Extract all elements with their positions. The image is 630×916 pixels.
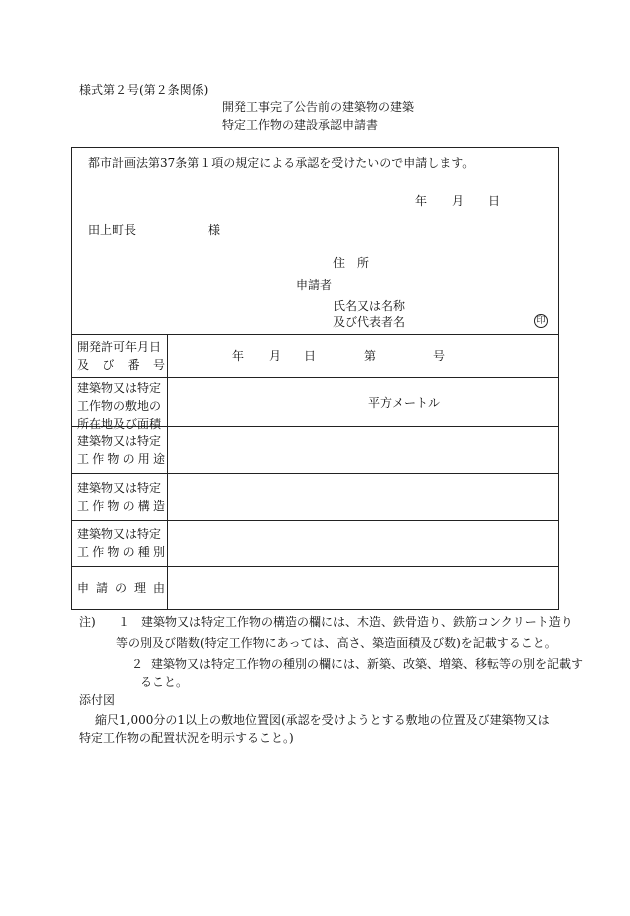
label-char: 物 (107, 452, 120, 466)
label-char: 理 (133, 581, 146, 595)
label-char: 物 (107, 499, 120, 513)
date-day-label: 日 (488, 194, 501, 208)
label-char: 由 (152, 581, 165, 595)
label-char: 工 (77, 499, 90, 513)
note2-number: ２ (131, 657, 144, 671)
label-char: の (114, 581, 127, 595)
label-line (77, 450, 165, 468)
divider (72, 334, 558, 335)
permit-row-label (77, 338, 165, 374)
label-line (77, 497, 165, 515)
note2-line1: 建築物又は特定工作物の種別の欄には、新築、改築、増築、移転等の別を記載す (151, 657, 584, 671)
permit-month-label: 月 (269, 349, 282, 363)
divider (72, 473, 558, 474)
label-line: 所在地及び面積 (77, 417, 162, 431)
label-char: 造 (152, 499, 165, 513)
label-char: の (122, 452, 135, 466)
label-char: 構 (137, 499, 150, 513)
label-line (77, 543, 165, 561)
usage-row-label (77, 432, 165, 468)
date-month-label: 月 (452, 194, 465, 208)
label-line: 建築物又は特定 (77, 481, 162, 495)
attachment-title: 添付図 (79, 693, 116, 707)
divider (72, 566, 558, 567)
label-char: 種 (137, 545, 150, 559)
label-char: 途 (152, 452, 165, 466)
application-form-table (71, 147, 559, 610)
name-label-line2: 及び代表者名 (333, 315, 406, 329)
divider (72, 377, 558, 378)
request-statement: 都市計画法第37条第１項の規定による承認を受けたいので申請します。 (88, 156, 475, 170)
permit-go-label: 号 (433, 349, 446, 363)
label-line: 建築物又は特定 (77, 381, 162, 395)
structure-row-label (77, 479, 165, 515)
form-number: 様式第２号(第２条関係) (79, 83, 209, 97)
label-char: の (122, 545, 135, 559)
note1-line1: 建築物又は特定工作物の構造の欄には、木造、鉄骨造り、鉄筋コンクリート造り (141, 615, 573, 629)
seal-mark: 印 (534, 314, 548, 328)
label-char: 及 (77, 358, 90, 372)
label-line: 工作物の敷地の (77, 399, 162, 413)
label-char: 別 (152, 545, 165, 559)
note1-line2: 等の別及び階数(特定工作物にあっては、高さ、築造面積及び数)を記載すること。 (116, 636, 557, 650)
label-line (77, 356, 165, 374)
attachment-line1: 縮尺1,000分の1以上の敷地位置図(承認を受けようとする敷地の位置及び建築物又は (95, 713, 550, 727)
address-label: 住 所 (333, 256, 370, 270)
note1-number: １ (118, 615, 131, 629)
site-row-label (77, 379, 165, 433)
note2-line2: ること。 (140, 675, 189, 689)
label-char: 号 (152, 358, 165, 372)
label-char: 作 (92, 545, 105, 559)
label-line: 建築物又は特定 (77, 434, 162, 448)
label-char: 物 (107, 545, 120, 559)
label-char: 番 (127, 358, 140, 372)
label-char: の (122, 499, 135, 513)
honorific: 様 (208, 223, 221, 237)
permit-dai-label: 第 (364, 349, 377, 363)
label-char: 工 (77, 545, 90, 559)
type-row-label (77, 525, 165, 561)
label-line: 開発許可年月日 (77, 340, 162, 354)
form-title-line1: 開発工事完了公告前の建築物の建築 (222, 100, 415, 114)
label-char: 作 (92, 499, 105, 513)
permit-day-label: 日 (304, 349, 317, 363)
label-char: 請 (95, 581, 108, 595)
name-label-line1: 氏名又は名称 (333, 299, 406, 313)
divider (72, 520, 558, 521)
notes-prefix: 注) (79, 615, 96, 629)
form-title-line2: 特定工作物の建設承認申請書 (222, 118, 379, 132)
label-char: び (102, 358, 115, 372)
column-divider (167, 334, 168, 609)
label-char: 申 (77, 581, 90, 595)
label-char: 作 (92, 452, 105, 466)
addressee: 田上町長 (88, 223, 137, 237)
area-unit-label: 平方メートル (368, 396, 441, 410)
label-char: 工 (77, 452, 90, 466)
applicant-label: 申請者 (296, 278, 333, 292)
reason-row-label (77, 579, 165, 597)
label-char: 用 (137, 452, 150, 466)
permit-year-label: 年 (232, 349, 245, 363)
attachment-line2: 特定工作物の配置状況を明示すること。) (79, 731, 294, 745)
date-year-label: 年 (415, 194, 428, 208)
label-line: 建築物又は特定 (77, 527, 162, 541)
